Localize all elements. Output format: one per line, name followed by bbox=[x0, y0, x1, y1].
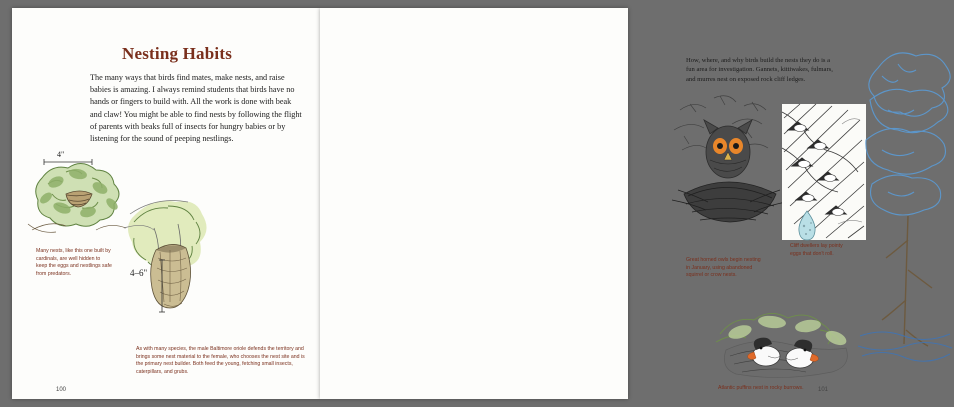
blue-tree-illustration bbox=[858, 40, 954, 370]
body-paragraph: The many ways that birds find mates, make nests, and raise babies is amazing. I always remind students that birds have no hands or fingers to build with. All the work is done with beak and claw! You might be able to find nests by following the flight of parents with beaks full of insects for hungry babies or by listening for the sound of peeping nestlings. bbox=[90, 73, 302, 144]
pointy-egg-illustration bbox=[790, 208, 824, 242]
cardinal-nest-illustration bbox=[26, 138, 136, 248]
left-page bbox=[12, 8, 320, 399]
nest-width-measure: 4" bbox=[57, 150, 65, 159]
nest-depth-arrow bbox=[158, 258, 166, 314]
nest-depth-measure: 4–6" bbox=[130, 268, 148, 278]
right-page bbox=[320, 8, 843, 399]
great-horned-owl-illustration bbox=[670, 90, 790, 250]
page-title: Nesting Habits bbox=[122, 44, 233, 63]
caption-great-horned-owl: Great horned owls begin nesting in January, using abandoned squirrel or crow nests. bbox=[686, 257, 761, 279]
caption-atlantic-puffins: Atlantic puffins nest in rocky burrows. bbox=[718, 385, 804, 391]
intro-paragraph: How, where, and why birds build the nests they do is a fun area for investigation. Gannets, kittiwakes, fulmars, and murres nest on exposed rock cliff ledges. bbox=[686, 57, 833, 83]
caption-cliff-dwellers: Cliff dwellers lay pointy eggs that don't roll. bbox=[790, 243, 843, 257]
page-number-right: 101 bbox=[818, 387, 829, 393]
page-number-left: 100 bbox=[56, 387, 67, 393]
caption-cardinal-nest: Many nests, like this one built by cardinals, are well hidden to keep the eggs and nestlings safe from predators. bbox=[36, 248, 112, 277]
nest-width-arrow bbox=[42, 158, 94, 166]
oriole-nest-illustration bbox=[124, 188, 244, 338]
atlantic-puffins-illustration bbox=[716, 304, 856, 386]
caption-oriole-nest: As with many species, the male Baltimore oriole defends the territory and brings some nest material to the female, who chooses the nest site and is the primary nest builder. Both feed the young, fetching small insects, caterpillars, and grubs. bbox=[136, 346, 305, 375]
